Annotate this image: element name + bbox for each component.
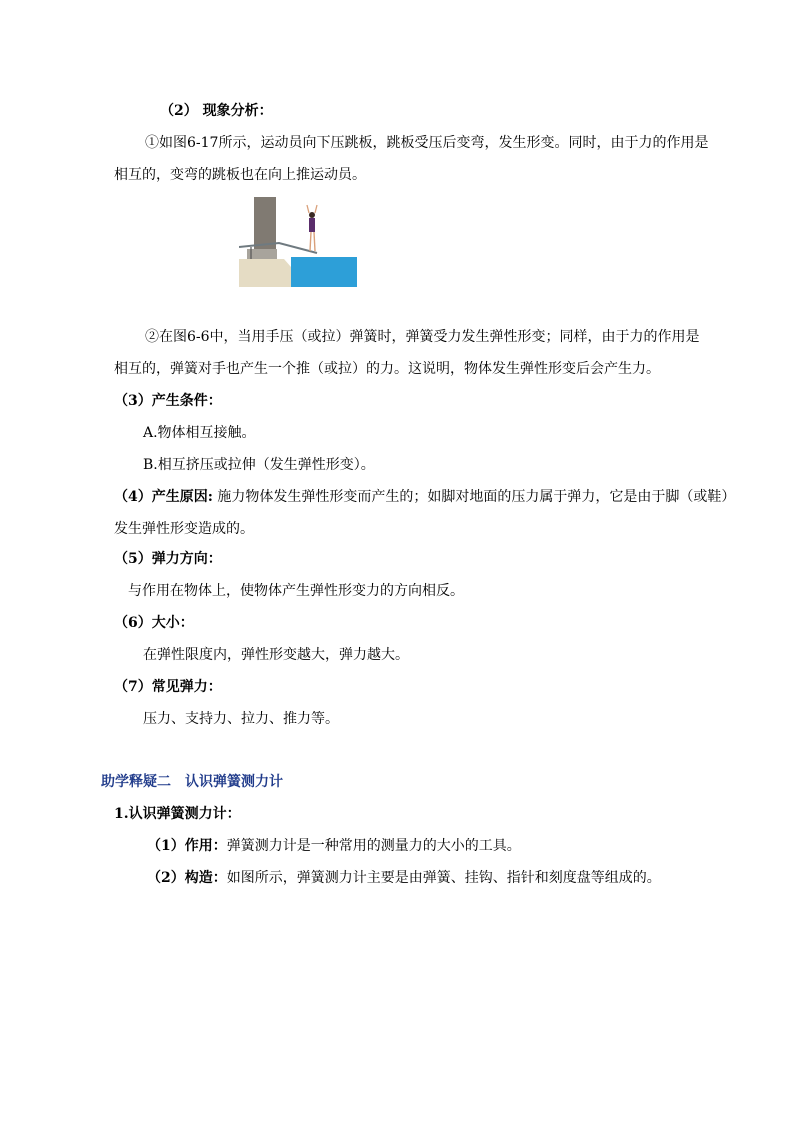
item1-label: （1）作用： xyxy=(147,838,227,854)
item2-text: 如图所示，弹簧测力计主要是由弹簧、挂钩、指针和刻度盘等组成的。 xyxy=(226,870,661,886)
item3-a: A.物体相互接触。 xyxy=(143,425,256,441)
item4-line2: 发生弹性形变造成的。 xyxy=(114,521,254,537)
item4-text: 施力物体发生弹性形变而产生的；如脚对地面的压力属于弹力，它是由于脚（或鞋） xyxy=(212,489,736,505)
item4-line1 xyxy=(114,488,735,506)
section2-item2 xyxy=(147,869,661,887)
para2-line1: ②在图6-6中，当用手压（或拉）弹簧时，弹簧受力发生弹性形变；同样，由于力的作用是 xyxy=(145,329,700,345)
item5-heading: （5）弹力方向： xyxy=(114,551,222,567)
item1-text: 弹簧测力计是一种常用的测量力的大小的工具。 xyxy=(226,838,521,854)
item2-label: （2）构造： xyxy=(147,870,227,886)
item7-text: 压力、支持力、拉力、推力等。 xyxy=(143,711,339,727)
item6-heading: （6）大小： xyxy=(114,615,194,631)
section2-item1 xyxy=(147,837,521,855)
item6-text: 在弹性限度内，弹性形变越大，弹力越大。 xyxy=(143,647,409,663)
item7-heading: （7）常见弹力： xyxy=(114,679,222,695)
item3-heading: （3）产生条件： xyxy=(114,393,222,409)
item5-text: 与作用在物体上，使物体产生弹性形变力的方向相反。 xyxy=(128,583,464,599)
para1-line1: ①如图6-17所示，运动员向下压跳板，跳板受压后变弯，发生形变。同时，由于力的作用是 xyxy=(145,135,709,151)
item2-heading: （2） 现象分析： xyxy=(160,103,273,119)
item4-label: （4）产生原因: xyxy=(114,489,213,505)
diving-tower xyxy=(254,197,276,249)
para1-line2: 相互的，变弯的跳板也在向上推运动员。 xyxy=(114,167,366,183)
pool-deck xyxy=(239,259,291,287)
section2-title: 助学释疑二 认识弹簧测力计 xyxy=(101,774,283,790)
para2-line2: 相互的，弹簧对手也产生一个推（或拉）的力。这说明，物体发生弹性形变后会产生力。 xyxy=(114,361,660,377)
pool-water xyxy=(291,257,357,287)
item3-b: B.相互挤压或拉伸（发生弹性形变）。 xyxy=(143,457,375,473)
section2-sub1: 1.认识弹簧测力计： xyxy=(114,806,241,822)
diving-board-figure xyxy=(239,197,357,287)
